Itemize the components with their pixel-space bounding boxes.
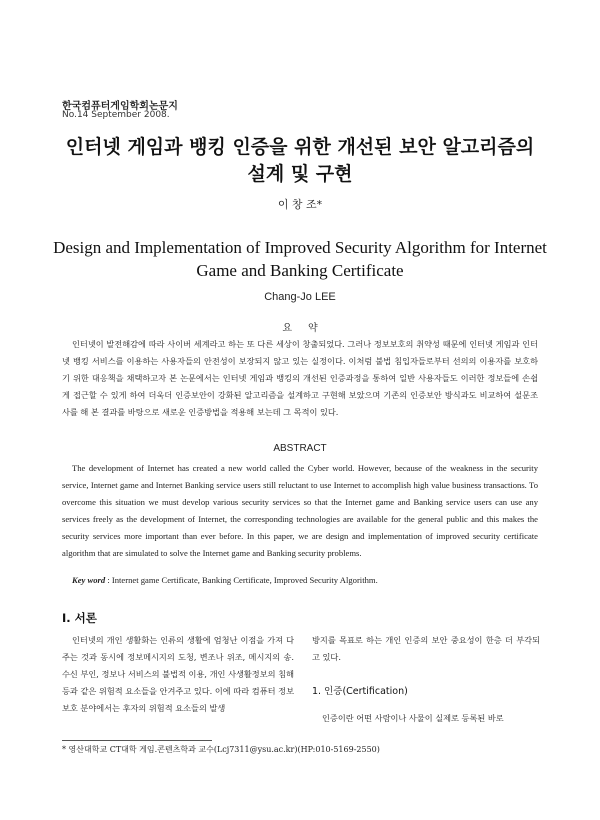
body-column-right-bottom: 인증이란 어떤 사람이나 사물이 실제로 등록된 바로 xyxy=(322,713,504,723)
keywords xyxy=(72,575,542,585)
abstract-english-heading: ABSTRACT xyxy=(273,443,327,454)
paper-title-korean: 인터넷 게임과 뱅킹 인증을 위한 개선된 보안 알고리즘의 설계 및 구현 xyxy=(65,136,535,185)
body-column-left: 인터넷의 개인 생활화는 인류의 생활에 엄청난 이점을 가져 다 주는 것과 동시에 정보메시지의 도청, 변조나 위조, 메시지의 송.수신 부인, 정보나 서비스의 불법적 이용, 개인 사생활정보의 침해 등과 같은 위험적 요소들을 안겨주고 있다. 이에 따라 컴퓨터 정보보호 분야에서는 후자의 위험적 요소들의 발생 xyxy=(62,635,294,713)
keywords-label: Key word xyxy=(72,575,106,585)
paper-title-english: Design and Implementation of Improved Security Algorithm for Internet Game and Banking Certificate xyxy=(53,238,547,280)
footnote-author-affiliation: * 영산대학교 CT대학 게임.콘텐츠학과 교수(Lcj7311@ysu.ac.kr)(HP:010-5169-2550) xyxy=(62,745,380,754)
author-english: Chang-Jo LEE xyxy=(264,291,336,303)
subsection-heading-certification: 1. 인증(Certification) xyxy=(312,686,408,697)
abstract-korean-heading: 요약 xyxy=(282,323,334,334)
keywords-text: : Internet game Certificate, Banking Certificate, Improved Security Algorithm. xyxy=(105,575,378,585)
abstract-korean: 인터넷이 발전해감에 따라 사이버 세계라고 하는 또 다른 세상이 창출되었다. 그러나 정보보호의 취약성 때문에 인터넷 게임과 인터넷 뱅킹 서비스를 이용하는 사용자들의 안전성이 보장되지 않고 있는 실정이다. 이처럼 불법 침입자들로부터 선의의 이용자를 보호하기 위한 대응책을 채택하고자 본 논문에서는 인터넷 게임과 뱅킹의 개선된 인증과정을 통하여 일반 사용자들도 이러한 정보들에 손쉽게 접근할 수 있게 하여 더욱더 인증보안이 강화된 알고리즘을 설계하고 구현해 보았으며 기존의 인증보안 방식과도 비교하여 설문조사를 해 본 결과를 바탕으로 새로운 인증방법을 적용해 보는데 그 목적이 있다. xyxy=(62,339,538,417)
author-korean: 이 창 조* xyxy=(277,198,323,211)
footnote-divider xyxy=(62,740,212,741)
section-heading-introduction: Ⅰ. 서론 xyxy=(62,611,97,625)
abstract-english: The development of Internet has created a new world called the Cyber world. However, because of the weakness in the security service, Internet game and Internet Banking service users still reluctant to use Internet to accomplish high value business transactions. To overcome this situation we must develop various security services so that the Internet game and Banking service users can use any services freely as the development of Internet, the corresponding technologies are available for the general public and this makes the security services more important than ever before. In this paper, we are design and implementation of improved security certificate algorithm that are simulated to solve the Internet game and Banking security problems. xyxy=(62,463,538,558)
journal-name: 한국컴퓨터게임학회논문지 xyxy=(62,101,178,112)
body-column-right-top: 방지를 목표로 하는 개인 인증의 보안 중요성이 한층 더 부각되고 있다. xyxy=(312,635,540,662)
journal-issue: No.14 September 2008. xyxy=(62,110,170,120)
